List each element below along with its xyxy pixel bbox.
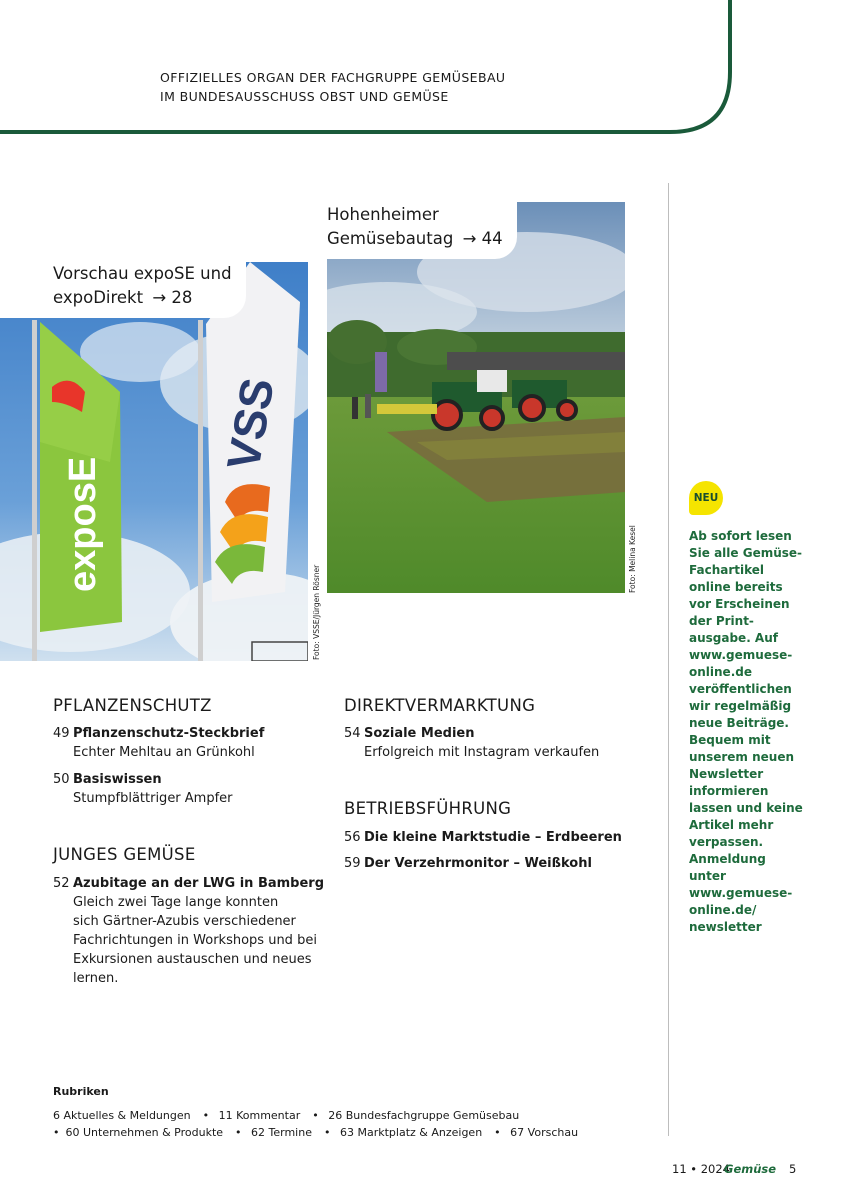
entry-page: 49	[53, 726, 70, 741]
caption-hohenheim	[327, 197, 517, 259]
rubrik-item[interactable]: 11 Kommentar	[218, 1109, 301, 1122]
entry-desc-line: Exkursionen austauschen und neues	[73, 952, 312, 967]
entry-page: 54	[344, 726, 361, 741]
flags-photo	[0, 262, 308, 661]
caption-hohenheim-line2: Gemüsebautag	[327, 229, 454, 248]
promo-line: Fachartikel	[689, 563, 765, 577]
caption-hohenheim-page[interactable]: → 44	[462, 229, 503, 248]
promo-line: Newsletter	[689, 767, 764, 781]
promo-line: verpassen.	[689, 835, 764, 849]
promo-line: wir regelmäßig	[689, 699, 792, 713]
rubrik-item[interactable]: 60 Unternehmen & Produkte	[65, 1126, 224, 1139]
sidebar-divider	[668, 183, 669, 1136]
entry-page: 52	[53, 876, 70, 891]
promo-line: lassen und keine	[689, 801, 803, 815]
entry-desc-line: Fachrichtungen in Workshops und bei	[73, 933, 317, 948]
entry-page: 50	[53, 772, 70, 787]
entry-desc: Erfolgreich mit Instagram verkaufen	[364, 745, 600, 760]
section-junges-gemuese: JUNGES GEMÜSE	[53, 845, 196, 864]
entry-title: Pflanzenschutz-Steckbrief	[73, 726, 265, 741]
entry-title: Azubitage an der LWG in Bamberg	[73, 876, 325, 891]
promo-line: ausgabe. Auf	[689, 631, 778, 645]
promo-line: unter	[689, 869, 726, 883]
promo-line: Ab sofort lesen	[689, 529, 792, 543]
header-line-2: IM BUNDESAUSSCHUSS OBST UND GEMÜSE	[160, 89, 449, 104]
section-direktvermarktung: DIREKTVERMARKTUNG	[344, 696, 536, 715]
rubriken-line-1: 6 Aktuelles & Meldungen • 11 Kommentar • 26 Bundesfachgruppe Gemüsebau	[53, 1109, 520, 1122]
promo-line: vor Erscheinen	[689, 597, 790, 611]
toc-entry[interactable]	[344, 828, 622, 847]
promo-line: online bereits	[689, 580, 783, 594]
flag-text-exposE: exposE	[62, 456, 104, 592]
footer-brand-logo: Gemüse	[724, 1162, 777, 1176]
promo-line: unserem neuen	[689, 750, 795, 764]
toc-entry[interactable]	[344, 854, 592, 873]
entry-desc-line: lernen.	[73, 971, 119, 986]
tractor-photo	[327, 202, 625, 593]
promo-line: der Print-	[689, 614, 754, 628]
entry-desc: Stumpfblättriger Ampfer	[73, 791, 233, 806]
promo-link[interactable]: online.de	[689, 665, 752, 679]
sidebar-promo	[689, 528, 809, 936]
entry-desc-line: sich Gärtner-Azubis verschiedener	[73, 914, 296, 929]
entry-title: Der Verzehrmonitor – Weißkohl	[364, 856, 592, 871]
rubrik-item[interactable]: 67 Vorschau	[510, 1126, 579, 1139]
entry-title: Soziale Medien	[364, 726, 475, 741]
neu-badge: NEU	[689, 481, 723, 515]
caption-expose	[0, 256, 246, 318]
promo-line: Sie alle Gemüse-	[689, 546, 803, 560]
promo-line: Bequem mit	[689, 733, 771, 747]
caption-hohenheim-line1: Hohenheimer	[327, 205, 439, 224]
promo-line: Anmeldung	[689, 852, 766, 866]
rubrik-item[interactable]: 63 Marktplatz & Anzeigen	[339, 1126, 483, 1139]
promo-link[interactable]: www.gemuese-	[689, 886, 793, 900]
entry-desc-line: Gleich zwei Tage lange konnten	[73, 895, 279, 910]
promo-line: Artikel mehr	[689, 818, 774, 832]
rubrik-item[interactable]: 6 Aktuelles & Meldungen	[53, 1109, 191, 1122]
section-betriebsfuehrung: BETRIEBSFÜHRUNG	[344, 799, 512, 818]
promo-link[interactable]: newsletter	[689, 920, 762, 934]
entry-desc: Echter Mehltau an Grünkohl	[73, 745, 255, 760]
flag-text-vss: VSS	[216, 374, 284, 474]
promo-link[interactable]: www.gemuese-	[689, 648, 793, 662]
caption-expose-line2: expoDirekt	[53, 288, 144, 307]
promo-line: neue Beiträge.	[689, 716, 789, 730]
rubrik-item[interactable]: 26 Bundesfachgruppe Gemüsebau	[328, 1109, 520, 1122]
entry-title: Basiswissen	[73, 772, 162, 787]
credit-left: Foto: VSSE/Jürgen Rösner	[312, 564, 321, 660]
promo-link[interactable]: online.de/	[689, 903, 757, 917]
toc-entry[interactable]	[53, 770, 233, 808]
credit-right: Foto: Melina Kesel	[628, 525, 637, 593]
caption-expose-line1: Vorschau expoSE und	[53, 264, 232, 283]
caption-expose-page[interactable]: → 28	[152, 288, 193, 307]
entry-title: Die kleine Marktstudie – Erdbeeren	[364, 830, 622, 845]
footer-page-number: 5	[789, 1162, 797, 1176]
section-pflanzenschutz: PFLANZENSCHUTZ	[53, 696, 212, 715]
toc-entry[interactable]	[53, 724, 264, 762]
rubriken-line-2: • 60 Unternehmen & Produkte • 62 Termine • 63 Marktplatz & Anzeigen • 67 Vorschau	[53, 1126, 579, 1139]
rubrik-item[interactable]: 62 Termine	[251, 1126, 312, 1139]
promo-line: veröffentlichen	[689, 682, 792, 696]
entry-page: 56	[344, 830, 361, 845]
entry-page: 59	[344, 856, 361, 871]
footer-issue: 11 • 2024	[672, 1162, 730, 1176]
rubriken-heading: Rubriken	[53, 1085, 109, 1098]
toc-entry[interactable]	[344, 724, 599, 762]
promo-line: informieren	[689, 784, 769, 798]
toc-entry[interactable]	[53, 874, 324, 988]
header-line-1: OFFIZIELLES ORGAN DER FACHGRUPPE GEMÜSEBAU	[160, 70, 506, 85]
